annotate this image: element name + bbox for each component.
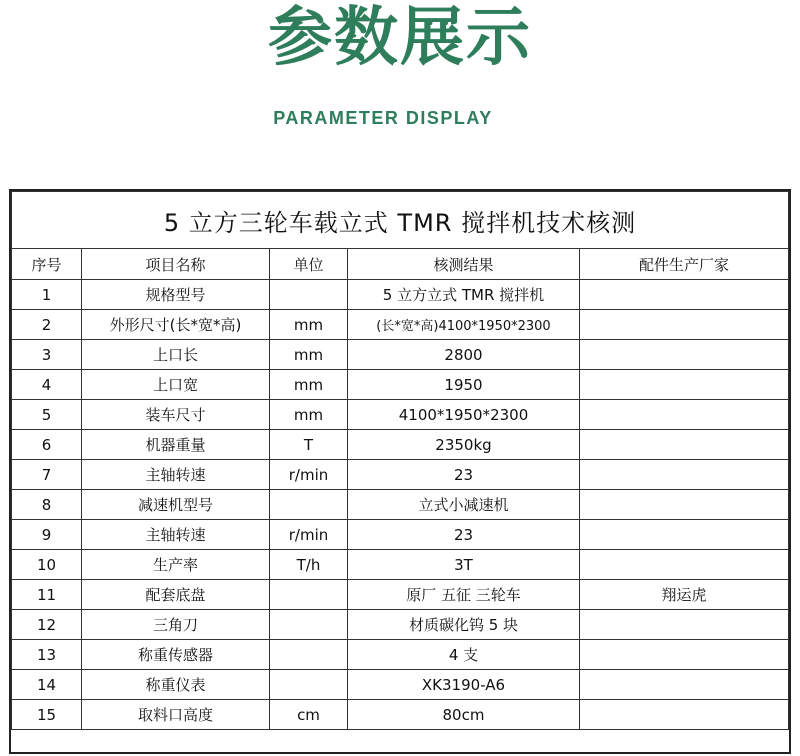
cell-unit: mm [270, 400, 348, 430]
cell-unit: r/min [270, 460, 348, 490]
cell-name: 规格型号 [82, 280, 270, 310]
cell-name: 减速机型号 [82, 490, 270, 520]
table-row [12, 610, 789, 640]
table-row [12, 460, 789, 490]
cell-no: 10 [12, 550, 82, 580]
cell-maker [580, 400, 789, 430]
cell-maker [580, 640, 789, 670]
cell-name: 配套底盘 [82, 580, 270, 610]
page-title: 参数展示 [268, 1, 532, 75]
table-row [12, 670, 789, 700]
cell-maker [580, 370, 789, 400]
column-header-maker: 配件生产厂家 [580, 249, 789, 280]
cell-name: 生产率 [82, 550, 270, 580]
cell-result: 2800 [348, 340, 580, 370]
cell-unit [270, 490, 348, 520]
page-subtitle: PARAMETER DISPLAY [273, 108, 493, 128]
cell-name: 称重传感器 [82, 640, 270, 670]
cell-no: 5 [12, 400, 82, 430]
cell-result: 材质碳化钨 5 块 [348, 610, 580, 640]
parameter-table [11, 191, 789, 730]
cell-unit: T/h [270, 550, 348, 580]
cell-maker [580, 280, 789, 310]
cell-no: 7 [12, 460, 82, 490]
cell-result: 23 [348, 520, 580, 550]
cell-no: 4 [12, 370, 82, 400]
cell-maker [580, 340, 789, 370]
cell-result: 2350kg [348, 430, 580, 460]
table-row [12, 430, 789, 460]
column-header-no: 序号 [12, 249, 82, 280]
cell-result: 4 支 [348, 640, 580, 670]
table-row [12, 340, 789, 370]
cell-unit: r/min [270, 520, 348, 550]
cell-no: 8 [12, 490, 82, 520]
cell-result: XK3190-A6 [348, 670, 580, 700]
cell-unit [270, 670, 348, 700]
cell-maker [580, 490, 789, 520]
cell-no: 15 [12, 700, 82, 730]
cell-no: 13 [12, 640, 82, 670]
cell-maker [580, 310, 789, 340]
cell-result: (长*宽*高)4100*1950*2300 [348, 310, 580, 340]
cell-no: 2 [12, 310, 82, 340]
cell-result: 3T [348, 550, 580, 580]
table-row [12, 400, 789, 430]
cell-maker [580, 700, 789, 730]
column-header-unit: 单位 [270, 249, 348, 280]
cell-result: 原厂 五征 三轮车 [348, 580, 580, 610]
cell-result: 1950 [348, 370, 580, 400]
cell-maker [580, 520, 789, 550]
cell-maker [580, 460, 789, 490]
cell-no: 14 [12, 670, 82, 700]
table-row [12, 550, 789, 580]
cell-no: 11 [12, 580, 82, 610]
table-row [12, 520, 789, 550]
table-caption: 5 立方三轮车载立式 TMR 搅拌机技术核测 [12, 192, 789, 249]
cell-name: 主轴转速 [82, 460, 270, 490]
cell-maker [580, 430, 789, 460]
cell-name: 上口宽 [82, 370, 270, 400]
cell-maker [580, 670, 789, 700]
cell-name: 外形尺寸(长*宽*高) [82, 310, 270, 340]
cell-name: 三角刀 [82, 610, 270, 640]
cell-name: 称重仪表 [82, 670, 270, 700]
table-row [12, 640, 789, 670]
cell-name: 装车尺寸 [82, 400, 270, 430]
table-row [12, 700, 789, 730]
cell-unit: mm [270, 370, 348, 400]
cell-unit [270, 640, 348, 670]
cell-result: 23 [348, 460, 580, 490]
cell-name: 上口长 [82, 340, 270, 370]
cell-result: 4100*1950*2300 [348, 400, 580, 430]
column-header-result: 核测结果 [348, 249, 580, 280]
cell-no: 3 [12, 340, 82, 370]
cell-no: 6 [12, 430, 82, 460]
cell-unit: T [270, 430, 348, 460]
cell-result: 80cm [348, 700, 580, 730]
cell-maker [580, 550, 789, 580]
cell-no: 1 [12, 280, 82, 310]
cell-result: 立式小减速机 [348, 490, 580, 520]
cell-unit [270, 580, 348, 610]
cell-unit: mm [270, 310, 348, 340]
cell-unit [270, 280, 348, 310]
table-row [12, 280, 789, 310]
cell-maker: 翔运虎 [580, 580, 789, 610]
cell-no: 12 [12, 610, 82, 640]
parameter-table-frame [9, 189, 791, 754]
cell-unit: mm [270, 340, 348, 370]
table-row [12, 580, 789, 610]
cell-unit [270, 610, 348, 640]
cell-name: 主轴转速 [82, 520, 270, 550]
cell-maker [580, 610, 789, 640]
table-row [12, 310, 789, 340]
cell-result: 5 立方立式 TMR 搅拌机 [348, 280, 580, 310]
cell-no: 9 [12, 520, 82, 550]
table-row [12, 490, 789, 520]
column-header-name: 项目名称 [82, 249, 270, 280]
cell-name: 取料口高度 [82, 700, 270, 730]
cell-name: 机器重量 [82, 430, 270, 460]
cell-unit: cm [270, 700, 348, 730]
table-row [12, 370, 789, 400]
table-header-row [12, 249, 789, 280]
